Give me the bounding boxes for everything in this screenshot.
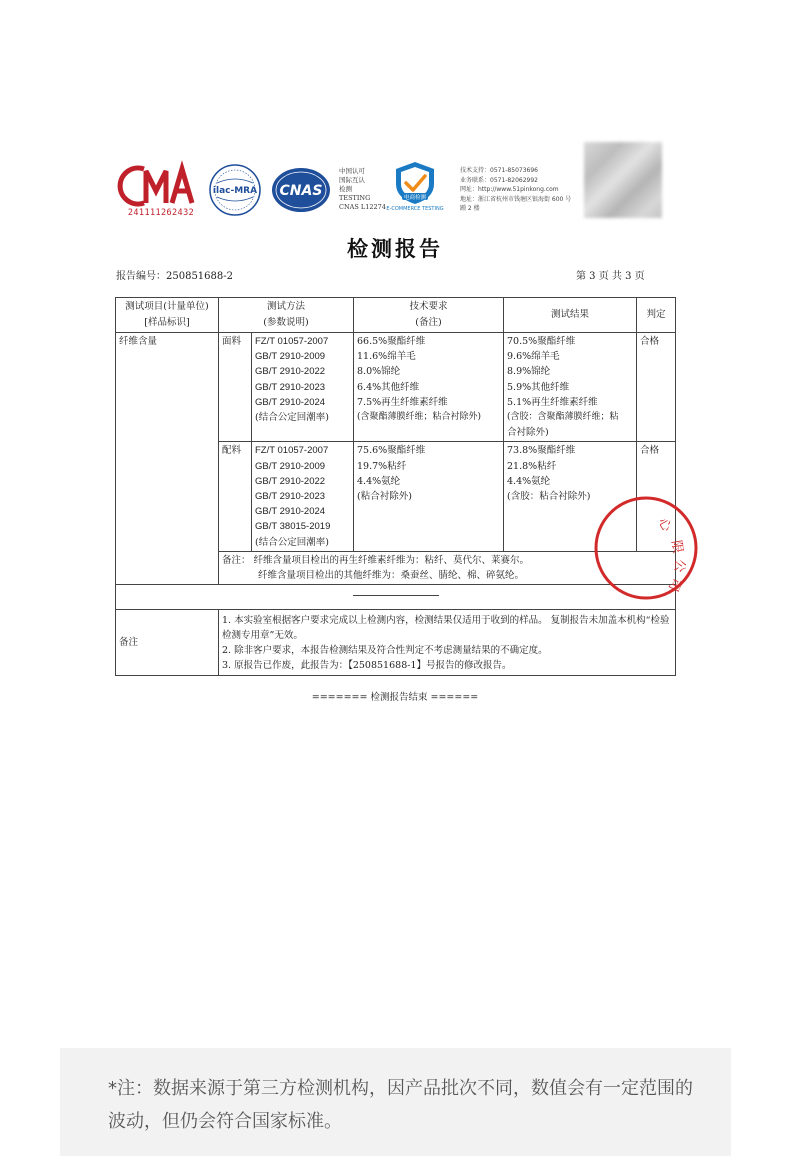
header-text: 测试结果 bbox=[551, 309, 590, 320]
svg-text:限: 限 bbox=[668, 539, 686, 555]
requirement-line: (含聚酯薄膜纤维；粘合衬除外) bbox=[357, 412, 482, 423]
seal-stamp-icon bbox=[654, 493, 706, 603]
requirement-line: 6.4%其他纤维 bbox=[357, 381, 420, 393]
svg-text:CNAS: CNAS bbox=[279, 183, 323, 199]
method-line: GB/T 2910-2024 bbox=[255, 396, 326, 408]
requirement-line: 8.0%锦纶 bbox=[357, 366, 401, 378]
requirement-line: (粘合衬除外) bbox=[357, 491, 412, 503]
result-cell bbox=[504, 442, 637, 551]
method-line: GB/T 2910-2022 bbox=[255, 475, 326, 487]
table-header-row bbox=[116, 298, 676, 333]
cnas-line: 国际互认 bbox=[339, 176, 365, 184]
header-result bbox=[504, 298, 637, 333]
verdict: 合格 bbox=[640, 336, 660, 347]
page-indicator: 第 3 页 共 3 页 bbox=[576, 271, 645, 282]
blurred-qr-code bbox=[584, 142, 662, 218]
divider-row bbox=[116, 585, 676, 610]
part-cell bbox=[219, 442, 252, 551]
remark-line: 纤维含量项目检出的其他纤维为：桑蚕丝、腈纶、棉、碎氨纶。 bbox=[258, 570, 525, 582]
cma-number: 241111262432 bbox=[127, 208, 195, 218]
item-name-cell bbox=[116, 333, 219, 585]
result-line: 70.5%聚酯纤维 bbox=[507, 336, 576, 347]
method-line: GB/T 2910-2022 bbox=[255, 366, 326, 378]
contact-line: 踵 2 楼 bbox=[460, 205, 480, 212]
part-label: 面料 bbox=[222, 336, 242, 347]
disclaimer-text: *注：数据来源于第三方检测机构，因产品批次不同，数值会有一定范围的波动，但仍会符合国家标准。 bbox=[108, 1078, 693, 1132]
requirement-line: 19.7%粘纤 bbox=[357, 460, 407, 472]
result-line: 合衬除外) bbox=[507, 427, 549, 439]
result-line: 5.9%其他纤维 bbox=[507, 381, 570, 393]
requirement-cell bbox=[354, 442, 504, 551]
header-item bbox=[116, 298, 219, 333]
requirement-line: 4.4%氨纶 bbox=[357, 475, 401, 487]
contact-line: 网址：http://www.51pinkong.com bbox=[460, 186, 559, 193]
official-seal bbox=[654, 493, 706, 603]
requirement-line: 11.6%绵羊毛 bbox=[357, 351, 416, 363]
header-text: 测试项目(计量单位) bbox=[125, 301, 209, 312]
divider-cell bbox=[116, 585, 676, 610]
table-row bbox=[116, 333, 676, 442]
item-name: 纤维含量 bbox=[119, 336, 158, 347]
note-item: 3. 原报告已作废，此报告为：【250851688-1】号报告的修改报告。 bbox=[222, 660, 512, 672]
report-end-marker: ======= 检测报告结束 ====== bbox=[311, 692, 479, 703]
svg-text:ilac-MRA: ilac-MRA bbox=[212, 186, 258, 196]
cnas-line: 检测 bbox=[339, 185, 352, 193]
result-line: 9.6%绵羊毛 bbox=[507, 351, 560, 363]
result-line: 8.9%锦纶 bbox=[507, 366, 551, 378]
cnas-mark-icon bbox=[270, 165, 332, 215]
method-line: GB/T 38015-2019 bbox=[255, 521, 331, 533]
result-line: 21.8%粘纤 bbox=[507, 460, 557, 472]
remark-line: 备注： 纤维含量项目检出的再生纤维素纤维为：粘纤、莫代尔、莱赛尔。 bbox=[222, 554, 530, 566]
header-text: 判定 bbox=[646, 309, 666, 320]
method-line: FZ/T 01057-2007 bbox=[255, 445, 329, 457]
svg-text:公: 公 bbox=[670, 558, 687, 573]
report-number: 报告编号：250851688-2 bbox=[116, 271, 234, 282]
contact-info bbox=[460, 166, 590, 214]
part-cell bbox=[219, 333, 252, 442]
requirement-line: 66.5%聚酯纤维 bbox=[357, 336, 426, 347]
center-divider bbox=[353, 595, 439, 596]
header-verdict bbox=[637, 298, 676, 333]
report-title: 检测报告 bbox=[347, 236, 443, 261]
contact-line: 技术支持：0571-85073696 bbox=[460, 167, 538, 174]
method-line: GB/T 2910-2023 bbox=[255, 381, 326, 393]
svg-text:心: 心 bbox=[654, 515, 675, 535]
cma-logo bbox=[122, 163, 200, 223]
verdict-cell bbox=[637, 333, 676, 442]
contact-line: 地址：浙江省杭州市钱塘区银海街 600 号 bbox=[460, 195, 572, 203]
cnas-line: CNAS L12274 bbox=[339, 203, 386, 211]
notes-label-cell bbox=[116, 610, 219, 676]
header-requirement bbox=[354, 298, 504, 333]
result-line: (含胶：含聚酯薄膜纤维；粘 bbox=[507, 412, 619, 423]
header-text: 技术要求 bbox=[409, 301, 448, 312]
shield-check-icon bbox=[388, 160, 442, 206]
method-line: GB/T 2910-2009 bbox=[255, 351, 326, 363]
result-line: 5.1%再生纤维素纤维 bbox=[507, 396, 598, 408]
method-line: GB/T 2910-2009 bbox=[255, 460, 326, 472]
method-cell bbox=[252, 333, 354, 442]
method-line: GB/T 2910-2023 bbox=[255, 491, 326, 503]
verdict: 合格 bbox=[640, 445, 660, 457]
cnas-line: TESTING bbox=[339, 194, 371, 202]
note-item: 1. 本实验室根据客户要求完成以上检测内容，检测结果仅适用于收到的样品。 复制报告未加盖本机构“检验检测专用章”无效。 bbox=[222, 615, 670, 642]
cnas-accreditation-text bbox=[339, 167, 386, 212]
result-cell bbox=[504, 333, 637, 442]
header-text: (备注) bbox=[415, 317, 442, 328]
method-line: (结合公定回潮率) bbox=[255, 536, 329, 548]
requirement-cell bbox=[354, 333, 504, 442]
method-line: FZ/T 01057-2007 bbox=[255, 336, 329, 347]
cma-mark-icon bbox=[122, 163, 200, 209]
result-line: 4.4%氨纶 bbox=[507, 475, 551, 487]
cnas-logo bbox=[270, 165, 332, 215]
requirement-line: 7.5%再生纤维素纤维 bbox=[357, 396, 448, 408]
ecommerce-label-cn: 电商检测 bbox=[403, 195, 427, 201]
header-text: 测试方法 bbox=[267, 301, 306, 312]
notes-row bbox=[116, 610, 676, 676]
ecommerce-testing-logo bbox=[388, 160, 442, 218]
disclaimer-box bbox=[60, 1048, 731, 1156]
result-line: 73.8%聚酯纤维 bbox=[507, 445, 576, 457]
ecommerce-label-en: E-COMMERCE TESTING bbox=[386, 206, 444, 212]
notes-cell bbox=[219, 610, 676, 676]
ilac-mra-icon bbox=[208, 163, 262, 217]
test-results-table bbox=[115, 297, 676, 676]
method-line: (结合公定回潮率) bbox=[255, 412, 329, 424]
header-text: (参数说明) bbox=[263, 317, 309, 328]
method-cell bbox=[252, 442, 354, 551]
contact-line: 业务联系：0571-82062992 bbox=[460, 176, 538, 184]
note-item: 2. 除非客户要求，本报告检测结果及符合性判定不考虑测量结果的不确定度。 bbox=[222, 645, 548, 657]
method-line: GB/T 2910-2024 bbox=[255, 506, 326, 518]
result-line: (含胶：粘合衬除外) bbox=[507, 491, 591, 503]
part-label: 配料 bbox=[222, 445, 242, 457]
cnas-line: 中国认可 bbox=[339, 167, 365, 175]
requirement-line: 75.6%聚酯纤维 bbox=[357, 445, 426, 457]
svg-text:司: 司 bbox=[664, 575, 684, 594]
ilac-mra-logo bbox=[208, 163, 262, 217]
header-text: [样品标识] bbox=[144, 317, 190, 328]
notes-label: 备注 bbox=[119, 637, 139, 649]
header-method bbox=[219, 298, 354, 333]
